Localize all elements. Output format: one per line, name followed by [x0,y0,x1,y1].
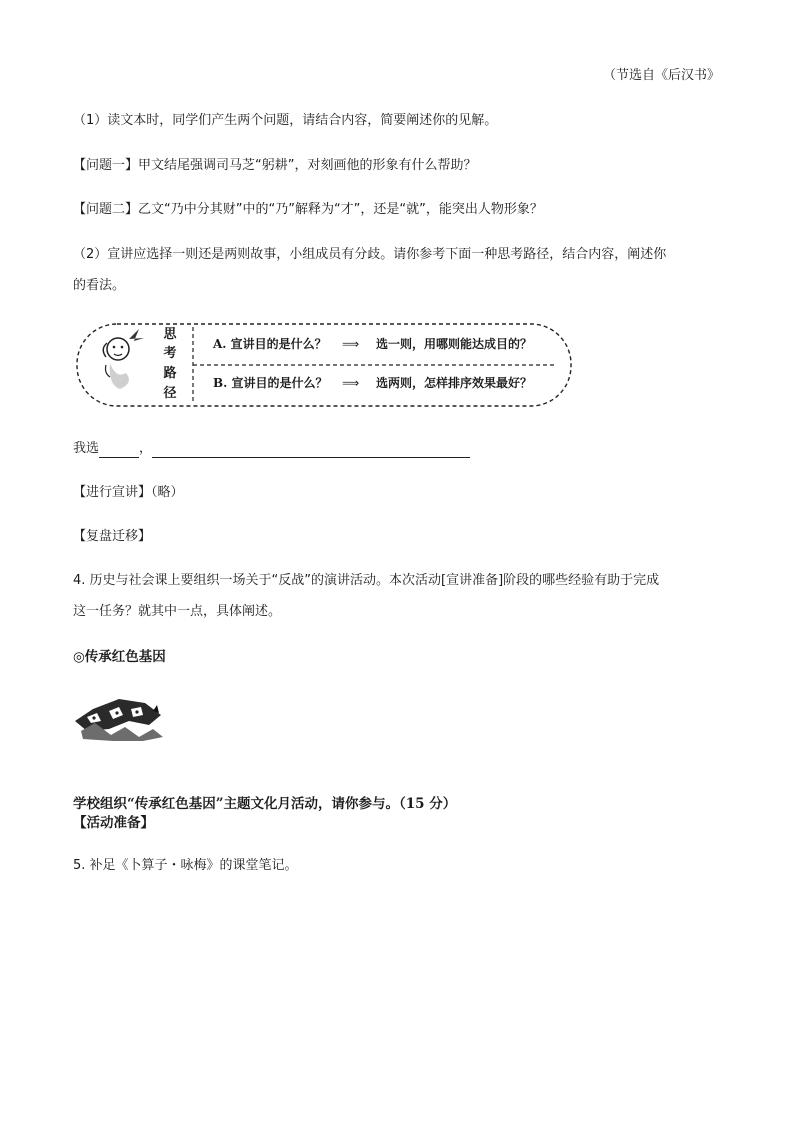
section-title: ◎传承红色基因 [73,649,166,665]
cartoon-character-icon [103,329,144,389]
question-5: 5. 补足《卜算子・咏梅》的课堂笔记。 [73,858,298,873]
thinking-path-diagram [76,323,572,407]
review-heading: 【复盘迁移】 [73,529,152,544]
question-2-line-2: 的看法。 [73,278,126,293]
row-a-answer: 选一则，用哪则能达成目的？ [376,337,533,351]
thinking-path-title-char: 径 [163,386,177,401]
source-citation: （节选自《后汉书》 [602,68,720,83]
arrow-right-icon: ⟹ [342,376,360,390]
question-4-line-1: 4. 历史与社会课上要组织一场关于“反战”的演讲活动。本次活动[宣讲准备]阶段的哪些经验有助于完成 [73,573,660,588]
thinking-path-title-char: 考 [163,346,177,361]
choice-blank-long[interactable] [152,443,470,458]
thinking-path-title-char: 路 [163,366,177,381]
row-b-question: B. 宣讲目的是什么？ [213,376,328,390]
choice-line [73,440,470,458]
question-1-problem-2: 【问题二】乙文“乃中分其财”中的“乃”解释为“才”，还是“就”，能突出人物形象？ [73,202,543,217]
row-b-answer: 选两则，怎样排序效果最好？ [376,376,533,390]
question-2-line-1: （2）宣讲应选择一则还是两则故事，小组成员有分歧。请你参考下面一种思考路径，结合内容，阐述你 [73,247,667,262]
choice-comma: ， [139,441,153,456]
lecture-heading: 【进行宣讲】（略） [73,485,184,500]
question-1-intro: （1）读文本时，同学们产生两个问题，请结合内容，简要阐述你的见解。 [73,113,498,128]
choice-prefix: 我选 [73,441,100,456]
choice-blank-short[interactable] [99,443,139,458]
section-intro: 学校组织“传承红色基因”主题文化月活动，请你参与。（15 分） [73,796,457,812]
question-4-line-2: 这一任务？就其中一点，具体阐述。 [73,604,282,619]
thinking-path-title-char: 思 [163,327,177,342]
question-1-problem-1: 【问题一】甲文结尾强调司马芝“躬耕”，对刻画他的形象有什么帮助？ [73,158,477,173]
activity-prep-heading: 【活动准备】 [73,815,154,831]
row-a-question: A. 宣讲目的是什么？ [213,337,327,351]
red-gene-illustration [73,691,165,741]
arrow-right-icon: ⟹ [342,337,360,351]
